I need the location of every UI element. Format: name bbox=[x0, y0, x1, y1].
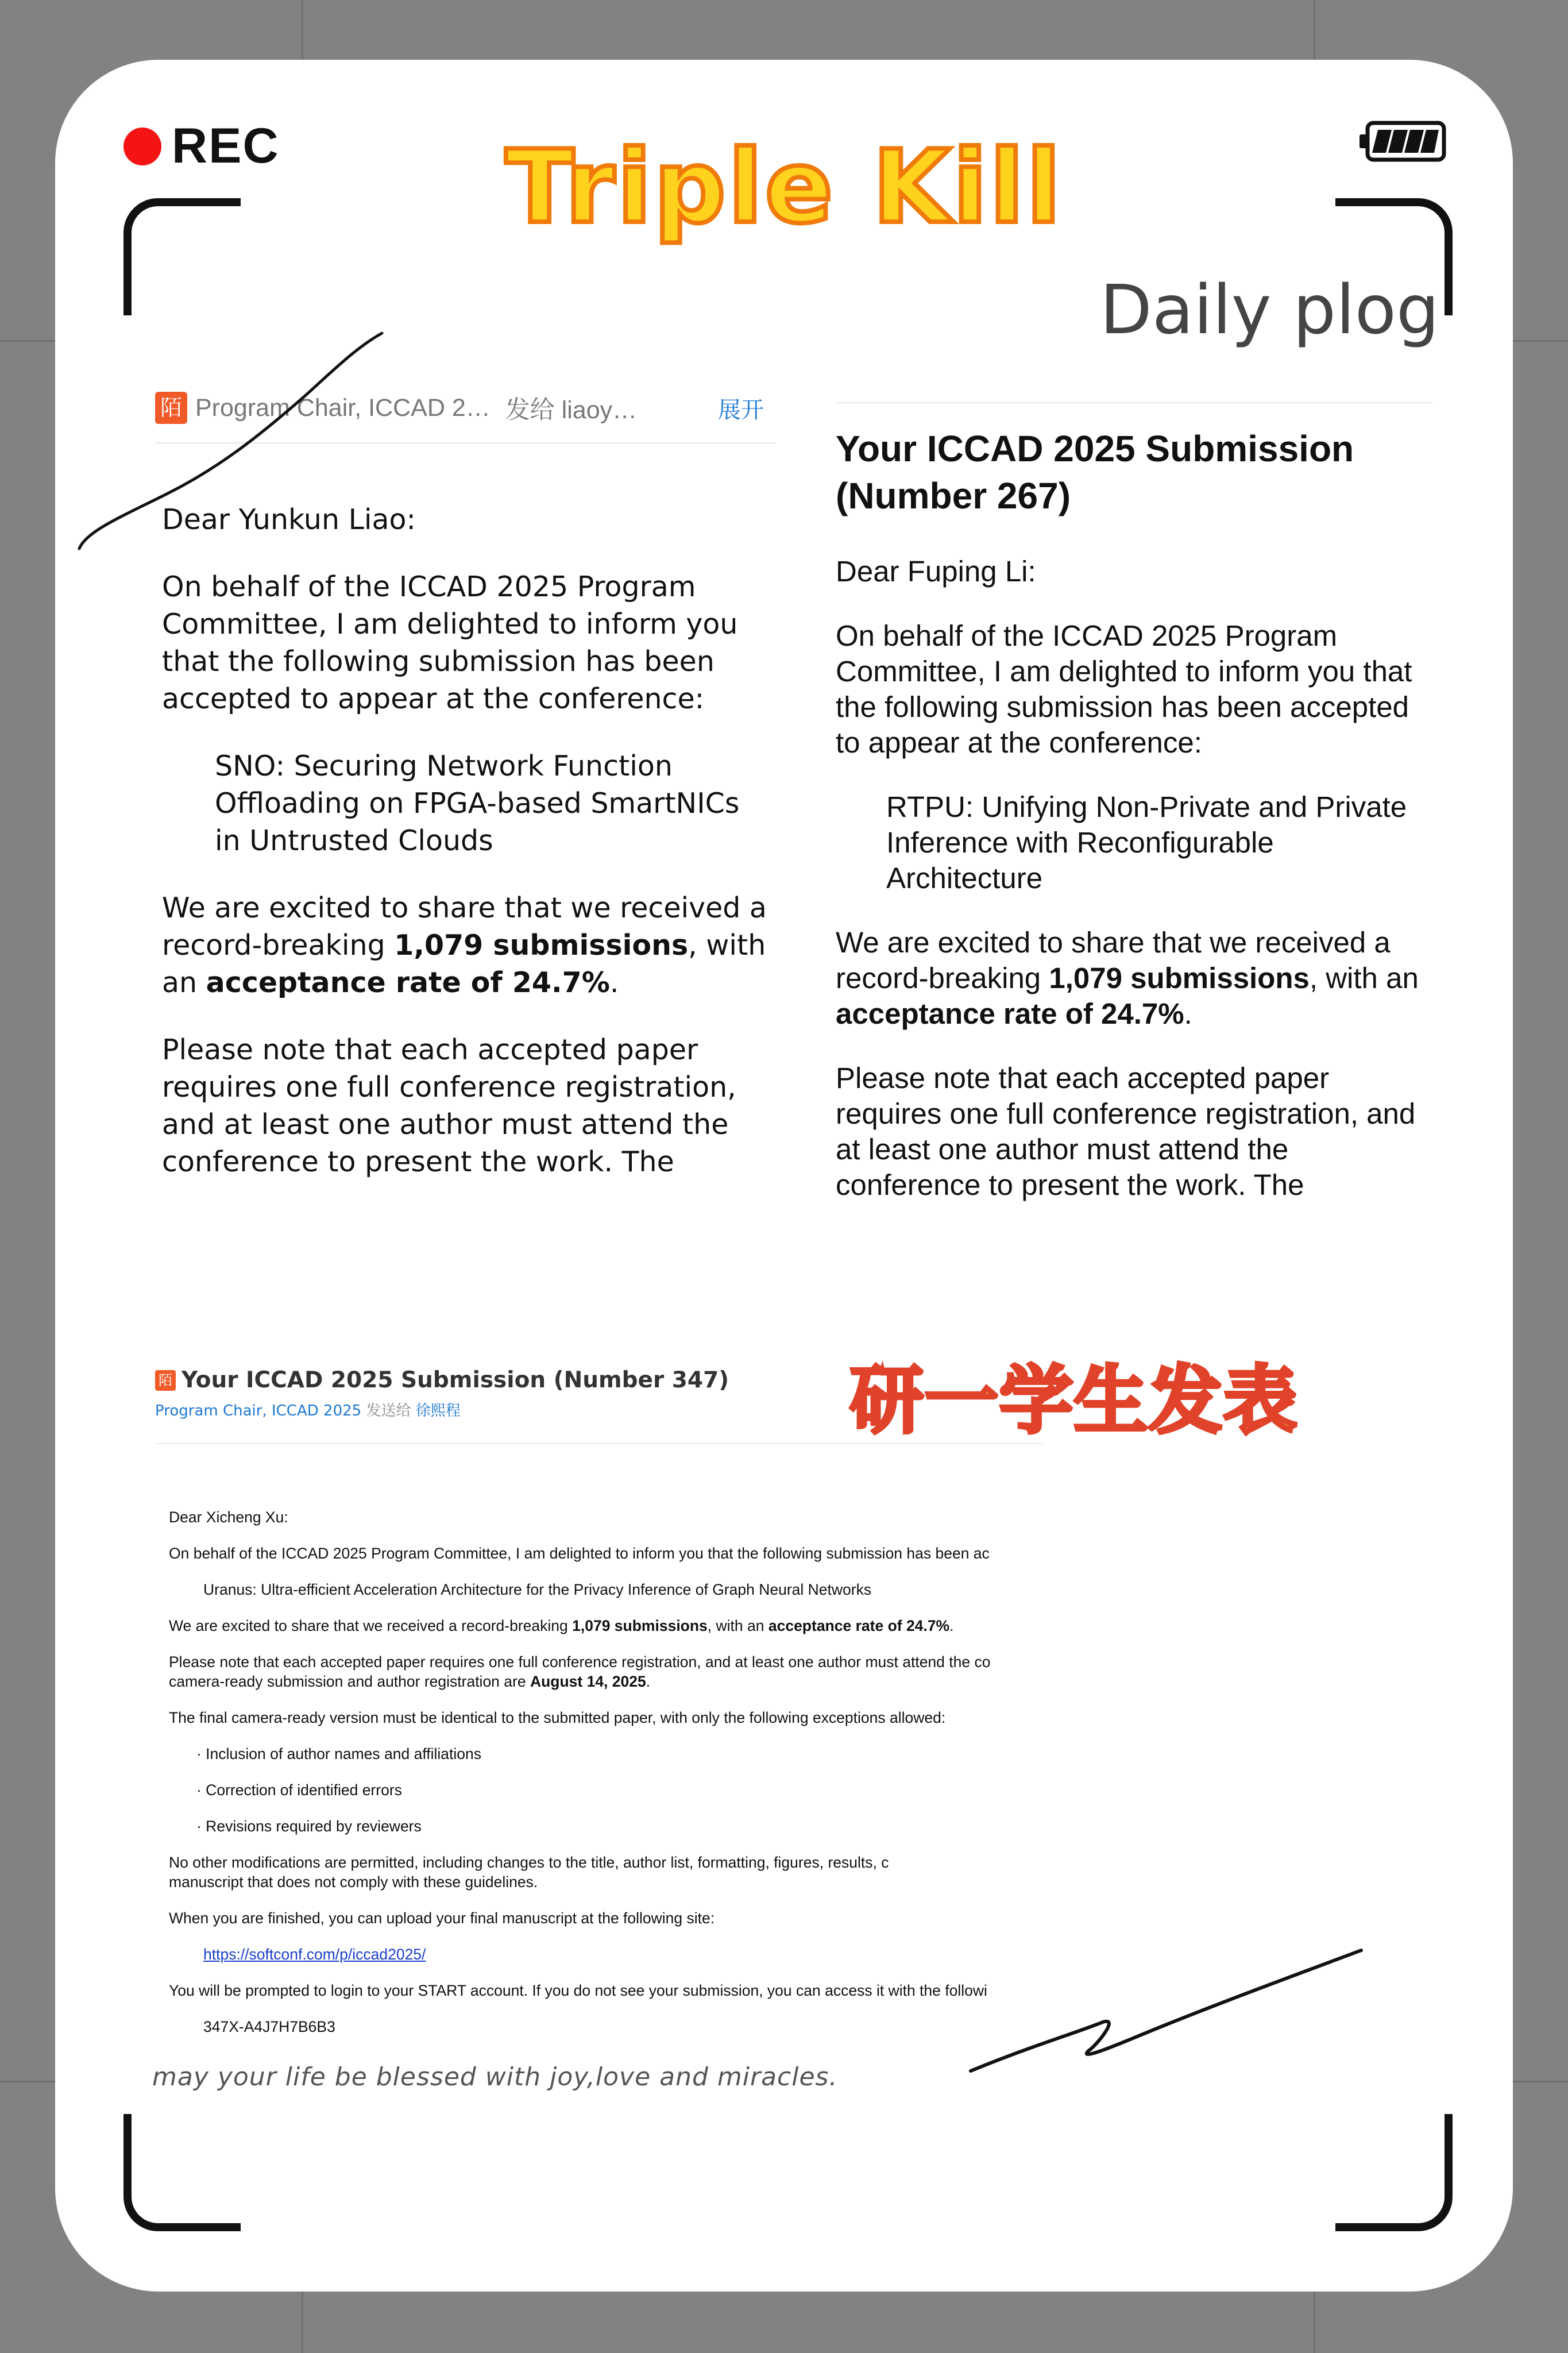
email-screenshot-2 bbox=[836, 402, 1433, 1224]
title-sticker: Triple Kill bbox=[505, 129, 1063, 246]
sent-to-label: 发送给 bbox=[366, 1402, 411, 1419]
stats-paragraph: We are excited to share that we received a record-breaking 1,079 submissions, with an acceptance rate of 24.7%. bbox=[836, 926, 1419, 1030]
daily-plog-label: Daily plog bbox=[1100, 270, 1439, 349]
intro-paragraph: On behalf of the ICCAD 2025 Program Committee, I am delighted to inform you that the following submission has been accepted to appear at the conference: bbox=[836, 619, 1412, 759]
battery-full-icon bbox=[1358, 121, 1447, 162]
email-subject: Your ICCAD 2025 Submission (Number 267) bbox=[836, 428, 1354, 516]
email-screenshot-3 bbox=[155, 1367, 1042, 2051]
email-body bbox=[155, 1444, 1042, 2036]
note-paragraph: Please note that each accepted paper requires one full conference registration, and at least one author must attend the conference to present the work. The bbox=[836, 1062, 1416, 1201]
rec-indicator bbox=[123, 118, 280, 175]
upload-link[interactable]: https://softconf.com/p/iccad2025/ bbox=[203, 1946, 426, 1963]
greeting: Dear Fuping Li: bbox=[836, 555, 1036, 588]
rec-label: REC bbox=[172, 118, 280, 173]
modifications-paragraph: No other modifications are permitted, including changes to the title, author list, formatting, figures, results, c manuscript that does not comply with these guidelines. bbox=[169, 1854, 889, 1891]
paper-title: Uranus: Ultra-efficient Acceleration Architecture for the Privacy Inference of Graph Neural Networks bbox=[203, 1581, 872, 1598]
divider bbox=[836, 402, 1433, 403]
app-badge-icon: 陌 bbox=[155, 392, 187, 424]
greeting: Dear Yunkun Liao: bbox=[162, 503, 416, 536]
intro-paragraph: On behalf of the ICCAD 2025 Program Committee, I am delighted to inform you that the following submission has been accepted to appear at the conference: bbox=[162, 570, 738, 715]
intro-paragraph: On behalf of the ICCAD 2025 Program Committee, I am delighted to inform you that the following submission has been ac bbox=[169, 1545, 990, 1562]
email-body bbox=[836, 554, 1433, 1203]
paper-title: SNO: Securing Network Function Offloading on FPGA-based SmartNICs in Untrusted Clouds bbox=[215, 750, 740, 857]
email-body bbox=[155, 443, 775, 1181]
greeting: Dear Xicheng Xu: bbox=[169, 1509, 288, 1526]
note-paragraph: Please note that each accepted paper requires one full conference registration, and at least one author must attend the conference to present the work. The bbox=[162, 1033, 736, 1178]
email-subject: Your ICCAD 2025 Submission (Number 347) bbox=[181, 1367, 729, 1393]
email-recipient[interactable]: 徐熙程 bbox=[415, 1402, 461, 1419]
upload-paragraph: When you are finished, you can upload your final manuscript at the following site: bbox=[169, 1910, 715, 1927]
viewfinder-corner bbox=[1335, 2114, 1453, 2231]
passcode: 347X-A4J7H7B6B3 bbox=[203, 2018, 335, 2035]
stats-paragraph: We are excited to share that we received a record-breaking 1,079 submissions, with an acceptance rate of 24.7%. bbox=[162, 892, 767, 999]
email-screenshot-1 bbox=[155, 373, 775, 1224]
exception-item: · Correction of identified errors bbox=[196, 1781, 402, 1799]
student-publication-sticker: 研一学生发表 bbox=[850, 1358, 1299, 1444]
viewfinder-corner bbox=[123, 198, 241, 315]
final-version-paragraph: The final camera-ready version must be identical to the submitted paper, with only the following exceptions allowed: bbox=[169, 1709, 946, 1726]
expand-button[interactable]: 展开 bbox=[718, 397, 764, 423]
exception-item: · Inclusion of author names and affiliations bbox=[196, 1745, 481, 1762]
motto-caption: may your life be blessed with joy,love and miracles. bbox=[152, 2062, 838, 2092]
login-paragraph: You will be prompted to login to your START account. If you do not see your submission, you can access it with the followi bbox=[169, 1982, 987, 1999]
viewfinder-corner bbox=[123, 2114, 241, 2231]
paper-title: RTPU: Unifying Non-Private and Private Inference with Reconfigurable Architecture bbox=[886, 790, 1407, 894]
record-dot-icon bbox=[123, 128, 161, 165]
email-sender[interactable]: Program Chair, ICCAD 2… bbox=[195, 394, 491, 422]
app-badge-icon: 陌 bbox=[155, 1370, 176, 1391]
email-recipient: 发给 liaoy… bbox=[505, 396, 638, 424]
viewfinder-corner bbox=[1335, 198, 1453, 315]
exception-item: · Revisions required by reviewers bbox=[196, 1818, 422, 1835]
email-sender[interactable]: Program Chair, ICCAD 2025 bbox=[155, 1402, 362, 1419]
note-paragraph: Please note that each accepted paper requires one full conference registration, and at least one author must attend the co camera-ready submission and author registration are August 14, 2025. bbox=[169, 1653, 991, 1690]
stats-paragraph: We are excited to share that we received a record-breaking 1,079 submissions, with an acceptance rate of 24.7%. bbox=[169, 1617, 954, 1634]
email-header bbox=[155, 373, 775, 443]
